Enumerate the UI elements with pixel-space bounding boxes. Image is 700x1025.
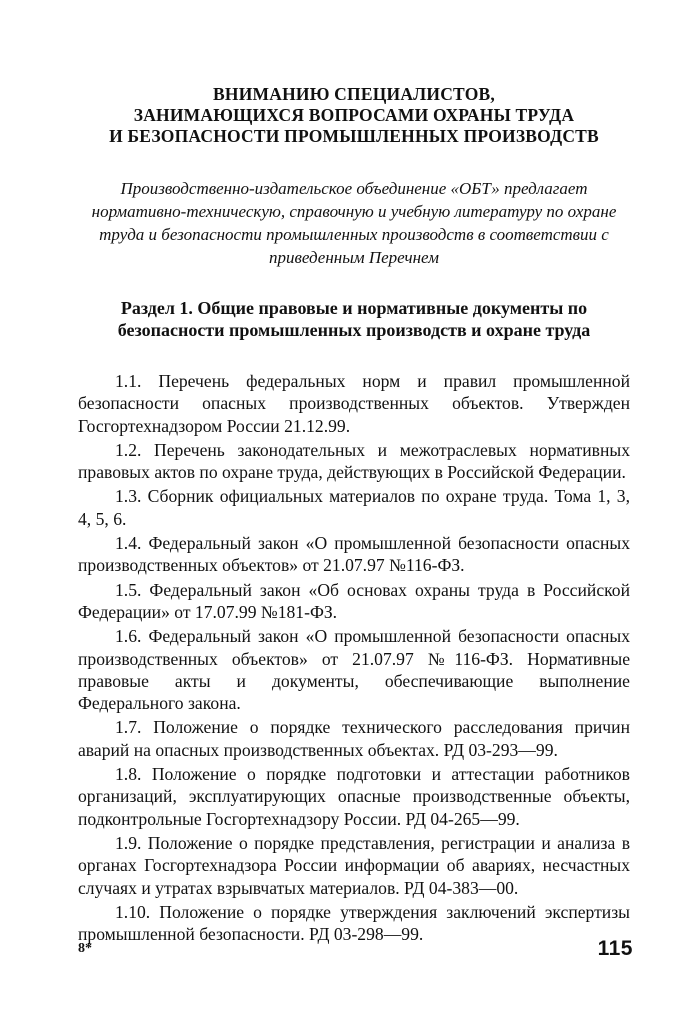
list-item: 1.8. Положение о порядке подготовки и аттестации работников организаций, эксплуатирующих опасные производственные объекты, подконтрольные Госгортехнадзору России. РД 04-265—99. [78, 764, 630, 829]
header-line-2: ЗАНИМАЮЩИХСЯ ВОПРОСАМИ ОХРАНЫ ТРУДА [133, 105, 575, 125]
list-item: 1.10. Положение о порядке утверждения заключений экспертизы промышленной безопасности. РД 03-298—99. [78, 901, 630, 945]
header-line-3: И БЕЗОПАСНОСТИ ПРОМЫШЛЕННЫХ ПРОИЗВОДСТВ [109, 126, 599, 146]
list-item: 1.5. Федеральный закон «Об основах охраны труда в Российской Федерации» от 17.07.99 №181-ФЗ. [78, 579, 630, 622]
list-item: 1.2. Перечень законодательных и межотраслевых нормативных правовых актов по охране труда, действующих в Российской Федерации. [78, 439, 630, 483]
page-header [78, 84, 630, 147]
page-number: 115 [597, 937, 633, 960]
list-item: 1.3. Сборник официальных материалов по охране труда. Тома 1, 3, 4, 5, 6. [78, 486, 630, 529]
list-item: 1.7. Положение о порядке технического расследования причин аварий на опасных производственных объектах. РД 03-293—99. [78, 717, 630, 760]
signature-mark: 8* [78, 941, 92, 956]
intro-paragraph: Производственно-издательское объединение «ОБТ» предлагает нормативно-техническую, справочную и учебную литературу по охране труда и безопасности промышленных производств в соответствии с приведенным Перечнем [91, 179, 617, 267]
list-item: 1.6. Федеральный закон «О промышленной безопасности опасных производственных объектов» от 21.07.97 №116-ФЗ. Нормативные правовые акты и документы, обеспечивающие выполнение Федерального закона. [78, 626, 630, 714]
page-content [78, 84, 630, 947]
header-line-1: ВНИМАНИЮ СПЕЦИАЛИСТОВ, [213, 84, 495, 104]
document-list [78, 370, 630, 945]
section-title: Раздел 1. Общие правовые и нормативные документы по безопасности промышленных производств и охране труда [117, 298, 591, 340]
page-footer [78, 937, 633, 963]
list-item: 1.4. Федеральный закон «О промышленной безопасности опасных производственных объектов» от 21.07.97 №116-ФЗ. [78, 533, 630, 576]
list-item: 1.9. Положение о порядке представления, регистрации и анализа в органах Госгортехнадзора России информации об авариях, несчастных случаях и утратах взрывчатых материалов. РД 04-383—00. [78, 832, 630, 898]
list-item: 1.1. Перечень федеральных норм и правил промышленной безопасности опасных производственных объектов. Утвержден Госгортехнадзором России 21.12.99. [78, 371, 630, 436]
